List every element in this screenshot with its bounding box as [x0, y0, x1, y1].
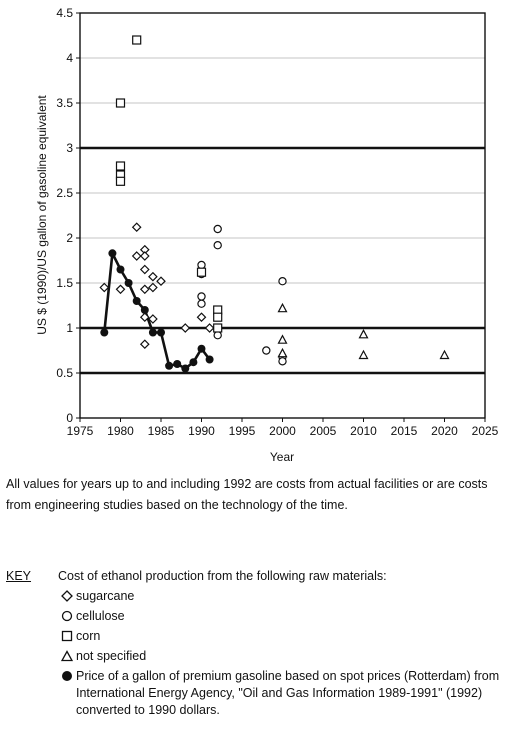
x-tick-label: 2005 [309, 424, 337, 438]
circle-icon [58, 606, 76, 626]
gasoline-price-point [133, 297, 141, 305]
x-tick-label: 2015 [390, 424, 418, 438]
gasoline-price-point [149, 329, 157, 337]
triangle-icon [58, 646, 76, 666]
y-tick-label: 2 [66, 231, 73, 245]
legend-item-label: not specified [76, 649, 147, 663]
corn-point [214, 324, 222, 332]
cellulose-point [198, 261, 205, 268]
y-tick-label: 4.5 [56, 6, 73, 20]
sugarcane-point [157, 277, 165, 285]
cellulose-point [214, 332, 221, 339]
diamond-icon [58, 586, 76, 606]
legend-item-label: cellulose [76, 609, 125, 623]
legend-item [58, 626, 501, 646]
not-specified-point [441, 351, 449, 359]
legend-item [58, 586, 501, 606]
cellulose-point [279, 278, 286, 285]
y-tick-label: 1 [66, 321, 73, 335]
corn-point [117, 177, 125, 185]
legend-heading-row [6, 566, 501, 586]
y-tick-label: 2.5 [56, 186, 73, 200]
y-axis-title: US $ (1990)/US gallon of gasoline equivalent [35, 95, 49, 335]
gasoline-price-point [189, 358, 197, 366]
gasoline-price-point [173, 360, 181, 368]
legend-item-label: corn [76, 629, 101, 643]
sugarcane-point [133, 223, 141, 231]
cellulose-point [214, 242, 221, 249]
sugarcane-point [149, 273, 157, 281]
not-specified-point [279, 304, 287, 312]
square-icon [58, 626, 76, 646]
y-tick-label: 1.5 [56, 276, 73, 290]
sugarcane-point [181, 324, 189, 332]
legend-item-label: Price of a gallon of premium gasoline based on spot prices (Rotterdam) from International Energy Agency, "Oil and Gas Information 1989-1991" (1992) converted to 1990 dollars. [76, 669, 500, 717]
legend [6, 566, 501, 719]
x-tick-label: 1980 [107, 424, 134, 438]
gasoline-price-point [108, 249, 116, 257]
sugarcane-point [133, 252, 141, 260]
corn-point [198, 268, 206, 276]
not-specified-point [279, 349, 287, 357]
y-tick-label: 3.5 [56, 96, 73, 110]
x-tick-label: 2000 [269, 424, 296, 438]
legend-key-label: KEY [6, 569, 32, 583]
legend-item [58, 666, 501, 719]
y-tick-label: 0.5 [56, 366, 73, 380]
filled-circle-icon [58, 666, 76, 686]
not-specified-point [360, 330, 368, 338]
gasoline-price-point [157, 329, 165, 337]
corn-point [117, 99, 125, 107]
gasoline-price-point [181, 365, 189, 373]
sugarcane-point [141, 252, 149, 260]
gasoline-price-point [141, 306, 149, 314]
y-tick-label: 3 [66, 141, 73, 155]
x-tick-label: 1990 [188, 424, 215, 438]
gasoline-price-point [125, 279, 133, 287]
corn-point [214, 313, 222, 321]
cellulose-point [214, 225, 221, 232]
x-tick-label: 1985 [147, 424, 175, 438]
not-specified-point [360, 351, 368, 359]
cellulose-point [263, 347, 270, 354]
gridlines [80, 58, 485, 373]
not-specified-point [279, 336, 287, 344]
gasoline-price-point [198, 345, 206, 353]
x-tick-label: 1975 [66, 424, 94, 438]
y-tick-label: 0 [66, 411, 73, 425]
cellulose-point [279, 358, 286, 365]
x-axis-title: Year [269, 450, 295, 464]
cellulose-point [198, 293, 205, 300]
x-tick-label: 2025 [471, 424, 499, 438]
sugarcane-point [149, 284, 157, 292]
x-tick-label: 2010 [350, 424, 377, 438]
legend-heading: Cost of ethanol production from the following raw materials: [58, 569, 387, 583]
y-tick-label: 4 [66, 51, 73, 65]
sugarcane-point [206, 324, 214, 332]
legend-item [58, 646, 501, 666]
gasoline-price-point [100, 329, 108, 337]
legend-item-label: sugarcane [76, 589, 135, 603]
gasoline-price-point [206, 356, 214, 364]
sugarcane-point [141, 285, 149, 293]
sugarcane-point [100, 284, 108, 292]
data-markers [100, 36, 448, 373]
gasoline-price-point [165, 362, 173, 370]
sugarcane-point [141, 266, 149, 274]
cellulose-point [198, 300, 205, 307]
gasoline-price-point [117, 266, 125, 274]
corn-point [117, 162, 125, 170]
x-tick-label: 2020 [431, 424, 458, 438]
corn-point [133, 36, 141, 44]
sugarcane-point [141, 340, 149, 348]
x-tick-label: 1995 [228, 424, 256, 438]
sugarcane-point [117, 285, 125, 293]
sugarcane-point [198, 313, 206, 321]
legend-item [58, 606, 501, 626]
footnote: All values for years up to and including 1992 are costs from actual facilities or are costs from engineering studies based on the technology of the time. [6, 477, 488, 512]
